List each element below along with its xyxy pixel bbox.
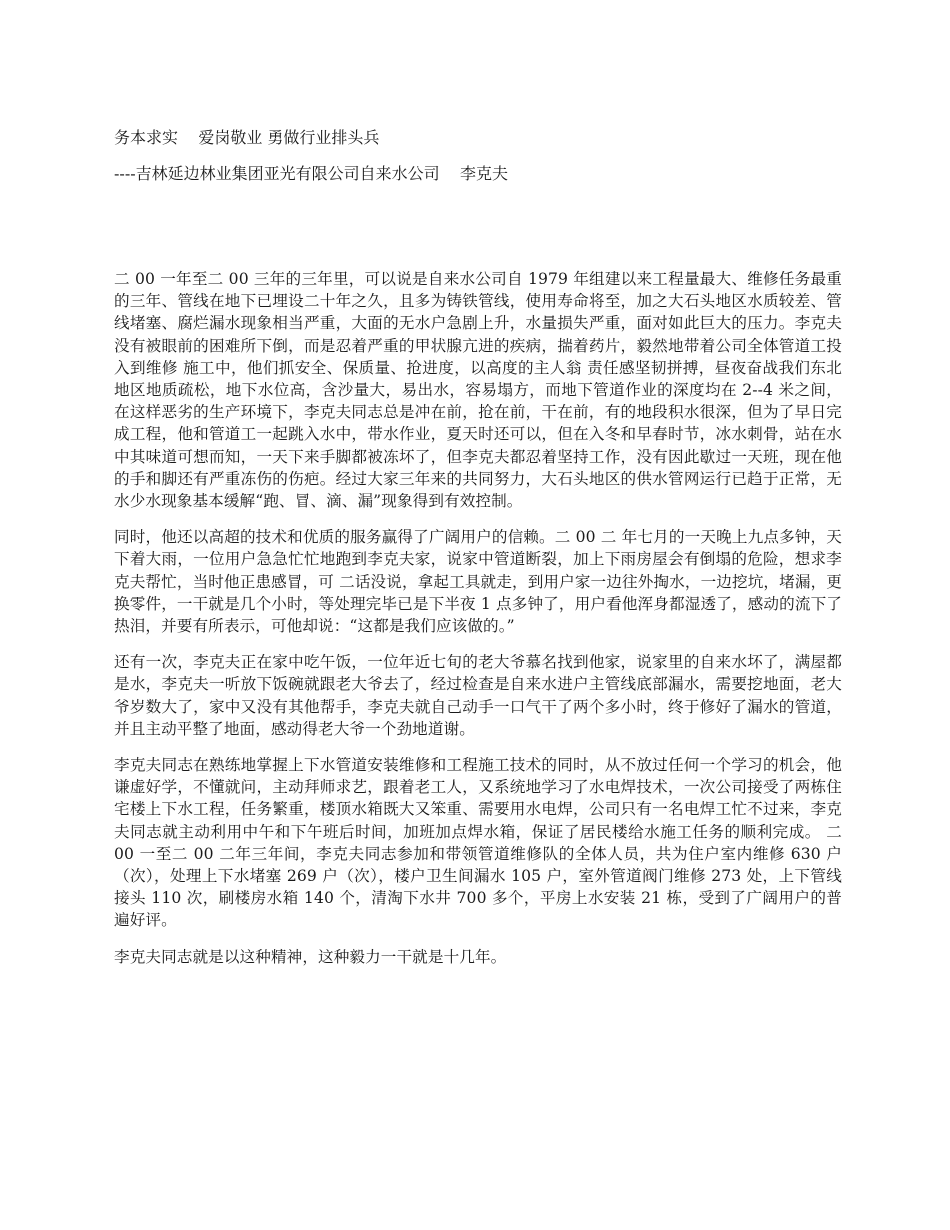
paragraph-4: 李克夫同志在熟练地掌握上下水管道安装维修和工程施工技术的同时，从不放过任何一个学习的机会，他谦虚好学，不懂就问，主动拜师求艺，跟着老工人，又系统地学习了水电焊技术，一次公司接受了两栋住宅楼上下水工程，任务繁重，楼顶水箱既大又笨重、需要用水电焊，公司只有一名电焊工忙不过来，李克夫同志就主动利用中午和下午班后时间，加班加点焊水箱，保证了居民楼给水施工任务的顺利完成。 二 00 一至二 00 二年三年间，李克夫同志参加和带领管道维修队的全体人员，共为住户室内维修 630 户（次），处理上下水堵塞 269 户（次），楼户卫生间漏水 105 户，室外管道阀门维修 273 处，上下管线接头 110 次，刷楼房水箱 140 个，清淘下水井 700 多个，平房上水安装 21 栋，受到了广阔用户的普遍好评。 [114, 756, 842, 930]
paragraph-1: 二 00 一年至二 00 三年的三年里，可以说是自来水公司自 1979 年组建以来工程量最大、维修任务最重的三年、管线在地下已埋设二十年之久，且多为铸铁管线，使用寿命将至，加之大石头地区水质较差、管线堵塞、腐烂漏水现象相当严重，大面的无水户急剧上升，水量损失严重，面对如此巨大的压力。李克夫没有被眼前的困难所下倒，而是忍着严重的甲状腺亢进的疾病，揣着药片，毅然地带着公司全体管道工投入到维修 施工中，他们抓安全、保质量、抢进度，以高度的主人翁 责任感坚韧拼搏，昼夜奋战我们东北地区地质疏松，地下水位高，含沙量大，易出水，容易塌方，而地下管道作业的深度均在 2--4 米之间，在这样恶劣的生产环境下，李克夫同志总是冲在前，抢在前，干在前，有的地段积水很深，但为了早日完成工程，他和管道工一起跳入水中，带水作业，夏天时还可以，但在入冬和早春时节，冰水刺骨，站在水中其味道可想而知，一天下来手脚都被冻坏了，但李克夫都忍着坚持工作，没有因此歇过一天班，现在他的手和脚还有严重冻伤的伤疤。经过大家三年来的共同努力，大石头地区的供水管网运行已趋于正常，无水少水现象基本缓解“跑、冒、滴、漏”现象得到有效控制。 [114, 270, 842, 511]
paragraph-5: 李克夫同志就是以这种精神，这种毅力一干就是十几年。 [114, 947, 507, 966]
document-body [114, 268, 842, 982]
document-subtitle: ----吉林延边林业集团亚光有限公司自来水公司 李克夫 [114, 164, 508, 183]
paragraph-3: 还有一次，李克夫正在家中吃午饭，一位年近七旬的老大爷慕名找到他家，说家里的自来水坏了，满屋都是水，李克夫一听放下饭碗就跟老大爷去了，经过检查是自来水进户主管线底部漏水，需要挖地面，老大爷岁数大了，家中又没有其他帮手，李克夫就自己动手一口气干了两个多小时，终于修好了漏水的管道，并且主动平整了地面，感动得老大爷一个劲地道谢。 [114, 653, 842, 738]
paragraph-2: 同时，他还以高超的技术和优质的服务赢得了广阔用户的信赖。二 00 二 年七月的一天晚上九点多钟，天下着大雨，一位用户急急忙忙地跑到李克夫家，说家中管道断裂，加上下雨房屋会有倒塌的危险，想求李克夫帮忙，当时他正患感冒，可 二话没说，拿起工具就走，到用户家一边往外掏水，一边挖坑，堵漏，更换零件，一干就是几个小时，等处理完毕已是下半夜 1 点多钟了，用户看他浑身都湿透了，感动的流下了热泪，并要有所表示，可他却说：“这都是我们应该做的。” [114, 528, 842, 636]
document-title: 务本求实 爱岗敬业 勇做行业排头兵 [114, 128, 380, 147]
